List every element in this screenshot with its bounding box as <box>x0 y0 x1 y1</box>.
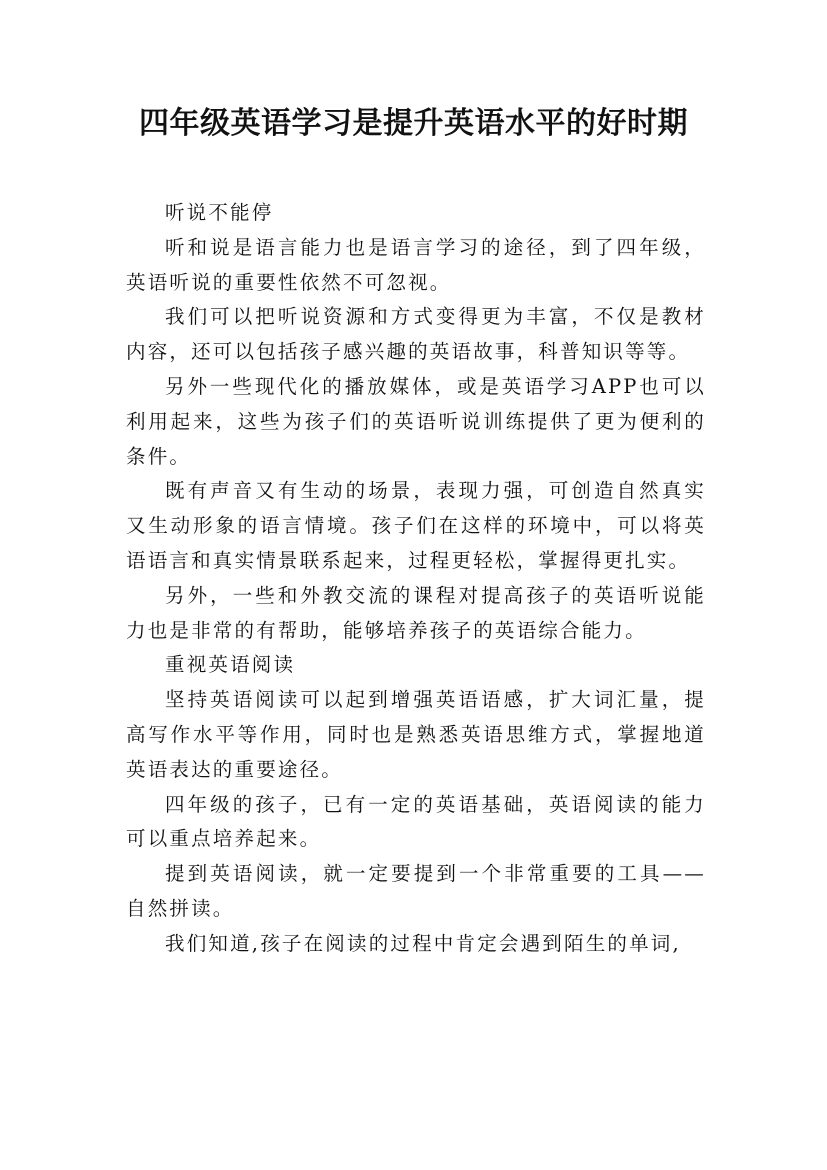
paragraph: 我们可以把听说资源和方式变得更为丰富，不仅是教材内容，还可以包括孩子感兴趣的英语故事，科普知识等等。 <box>126 305 706 364</box>
paragraph: 听和说是语言能力也是语言学习的途径，到了四年级，英语听说的重要性依然不可忽视。 <box>126 235 706 294</box>
paragraph: 我们知道,孩子在阅读的过程中肯定会遇到陌生的单词, <box>165 931 681 955</box>
section-heading-listening: 听说不能停 <box>165 201 274 224</box>
paragraph: 既有声音又有生动的场景，表现力强，可创造自然真实又生动形象的语言情境。孩子们在这样的环境中，可以将英语语言和真实情景联系起来，过程更轻松，掌握得更扎实。 <box>126 479 706 572</box>
paragraph: 提到英语阅读，就一定要提到一个非常重要的工具——自然拼读。 <box>126 862 706 920</box>
paragraph: 四年级的孩子，已有一定的英语基础，英语阅读的能力可以重点培养起来。 <box>126 792 706 851</box>
document-title: 四年级英语学习是提升英语水平的好时期 <box>139 106 688 141</box>
paragraph: 坚持英语阅读可以起到增强英语语感，扩大词汇量，提高写作水平等作用，同时也是熟悉英语思维方式，掌握地道英语表达的重要途径。 <box>126 688 706 781</box>
paragraph: 另外一些现代化的播放媒体，或是英语学习APP也可以利用起来，这些为孩子们的英语听说训练提供了更为便利的条件。 <box>126 374 706 468</box>
document-body <box>126 196 706 962</box>
paragraph: 另外，一些和外教交流的课程对提高孩子的英语听说能力也是非常的有帮助，能够培养孩子的英语综合能力。 <box>126 583 706 642</box>
section-heading-reading: 重视英语阅读 <box>165 653 296 677</box>
